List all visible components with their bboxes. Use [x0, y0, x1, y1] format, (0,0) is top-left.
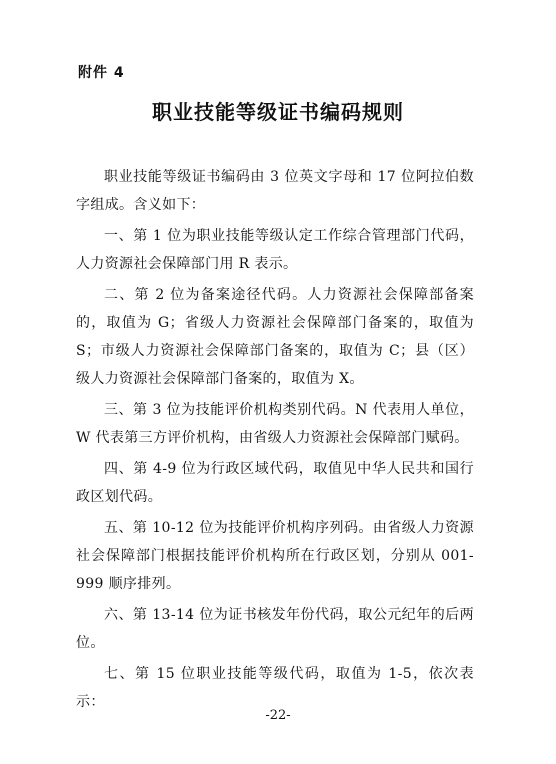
paragraph-rule-6: 六、第 13-14 位为证书核发年份代码，取公元纪年的后两位。	[76, 607, 474, 651]
paragraph-rule-1: 一、第 1 位为职业技能等级认定工作综合管理部门代码，人力资源社会保障部门用 R 表示。	[76, 228, 474, 272]
attachment-label: 附件 4	[78, 65, 125, 81]
paragraph-rule-3: 三、第 3 位为技能评价机构类别代码。N 代表用人单位，W 代表第三方评价机构，由省级人力资源社会保障部门赋码。	[76, 402, 474, 446]
paragraph-rule-5: 五、第 10-12 位为技能评价机构序列码。由省级人力资源社会保障部门根据技能评价机构所在行政区划，分别从 001-999 顺序排列。	[76, 520, 474, 592]
document-title: 职业技能等级证书编码规则	[152, 100, 404, 124]
document-body	[76, 163, 474, 719]
page-number: -22-	[265, 708, 291, 723]
paragraph-rule-7: 七、第 15 位职业技能等级代码，取值为 1-5，依次表示：	[76, 666, 474, 710]
paragraph-rule-4: 四、第 4-9 位为行政区域代码，取值见中华人民共和国行政区划代码。	[76, 461, 474, 505]
paragraph-rule-2: 二、第 2 位为备案途径代码。人力资源社会保障部备案的，取值为 G；省级人力资源社会保障部门备案的，取值为 S；市级人力资源社会保障部门备案的，取值为 C；县（区）级人力资源社会保障部门备案的，取值为 X。	[76, 287, 474, 387]
paragraph-intro: 职业技能等级证书编码由 3 位英文字母和 17 位阿拉伯数字组成。含义如下：	[76, 169, 474, 213]
